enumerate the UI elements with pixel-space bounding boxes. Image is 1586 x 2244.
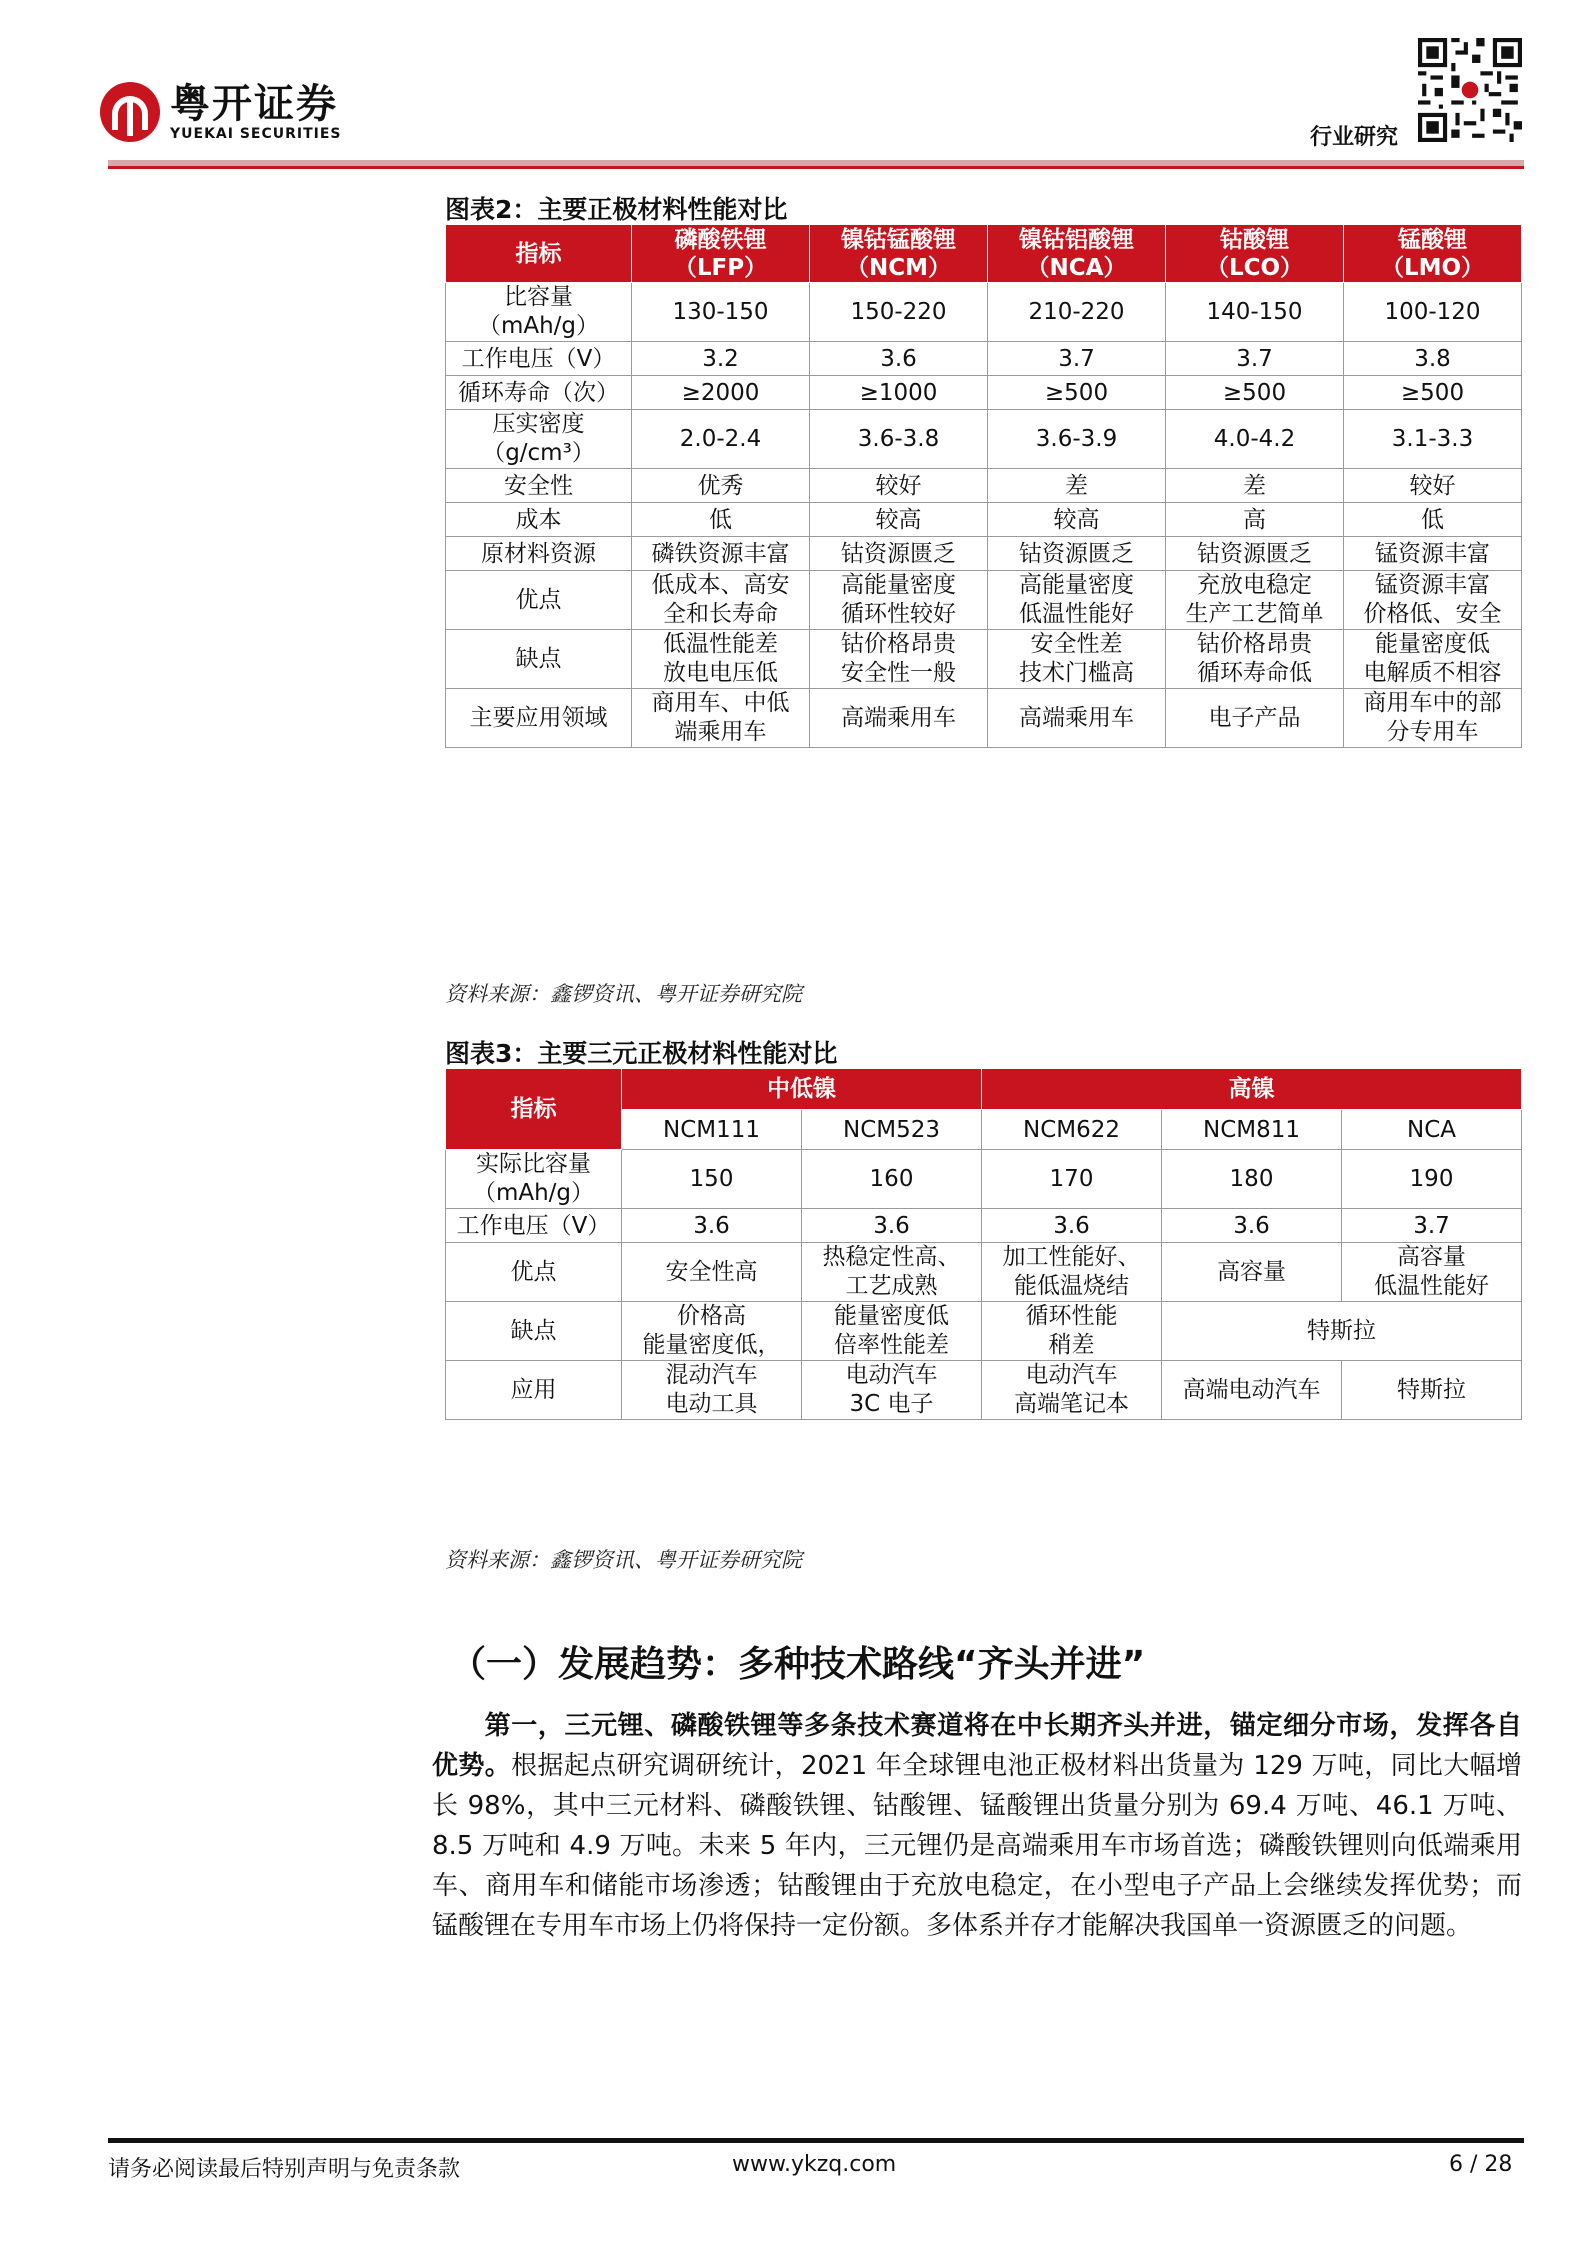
cell-line: ≥1000: [859, 379, 938, 406]
cell-line: 倍率性能差: [834, 1332, 949, 1358]
cell-line: 稍差: [1048, 1332, 1095, 1358]
cell-line: 钴资源匮乏: [1197, 540, 1312, 567]
cell-line: （mAh/g）: [472, 1180, 595, 1206]
cell-line: 主要应用领域: [469, 704, 608, 731]
table-row: [446, 283, 1522, 342]
table-cell: [632, 469, 810, 503]
cell-line: 能低温烧结: [1014, 1273, 1129, 1299]
cell-line: ≥2000: [681, 379, 760, 406]
table-cell: [988, 342, 1166, 376]
table-row: [446, 1150, 1522, 1209]
cell-line: 低温性能好: [1019, 601, 1134, 627]
table-cell: [622, 1243, 802, 1302]
cell-line: 180: [1229, 1165, 1274, 1192]
table-cell: [802, 1302, 982, 1361]
table-cell: [810, 342, 988, 376]
cell-line: 高端乘用车: [1019, 704, 1134, 731]
page-number: 6 / 28: [1449, 2152, 1513, 2177]
table-cell: [1344, 283, 1522, 342]
cell-line: 缺点: [510, 1317, 557, 1344]
cell-line: 锰酸锂: [1398, 226, 1467, 253]
cell-line: 电动汽车: [845, 1362, 938, 1388]
cell-line: 商用车、中低: [651, 690, 790, 716]
cell-line: 电动工具: [665, 1391, 758, 1417]
table-cell: [982, 1302, 1162, 1361]
cell-line: 压实密度: [492, 411, 585, 437]
table3-group-low-nickel: 中低镍: [622, 1069, 982, 1110]
cell-line: 放电电压低: [663, 660, 778, 686]
row-label: [446, 1302, 622, 1361]
table-cell: [1344, 571, 1522, 630]
table-cell: [802, 1243, 982, 1302]
cell-line: 缺点: [515, 645, 562, 672]
cell-line: 电动汽车: [1025, 1362, 1118, 1388]
cell-line: 价格高: [677, 1303, 746, 1329]
cell-line: 190: [1409, 1165, 1454, 1192]
logo-mark-icon: [100, 82, 160, 142]
body-paragraph: [432, 1706, 1522, 1946]
cell-line: （mAh/g）: [477, 313, 600, 339]
cathode-material-comparison-table: [445, 224, 1522, 748]
row-label: [446, 1243, 622, 1302]
cell-line: 磷铁资源丰富: [651, 540, 790, 567]
footer-rule: [108, 2138, 1524, 2143]
cell-line: 电解质不相容: [1363, 660, 1502, 686]
cell-line: 工艺成熟: [845, 1273, 938, 1299]
cell-line: 商用车中的部: [1363, 690, 1502, 716]
table-cell: [802, 1209, 982, 1243]
table-cell: [1344, 410, 1522, 469]
company-logo: [100, 82, 342, 142]
cell-line: 技术门槛高: [1019, 660, 1134, 686]
cell-line: 钴酸锂: [1220, 226, 1289, 253]
cell-line: （NCM）: [845, 254, 952, 281]
cell-line: 价格低、安全: [1363, 601, 1502, 627]
table-cell: [988, 410, 1166, 469]
table-cell: [1166, 503, 1344, 537]
table-row: [446, 1302, 1522, 1361]
table-cell: [810, 630, 988, 689]
row-label: [446, 376, 632, 410]
table-cell: [1162, 1209, 1342, 1243]
cell-line: 3.8: [1414, 345, 1451, 372]
table-cell: [810, 503, 988, 537]
paragraph-text: 根据起点研究调研统计，2021 年全球锂电池正极材料出货量为 129 万吨，同比大幅增长 98%，其中三元材料、磷酸铁锂、钴酸锂、锰酸锂出货量分别为 69.4 万吨、46.1 万吨、8.5 万吨和 4.9 万吨。未来 5 年内，三元锂仍是高端乘用车市场首选；磷酸铁锂则向低端乘用车、商用车和储能市场渗透；钴酸锂由于充放电稳定，在小型电子产品上会继续发挥优势；而锰酸锂在专用车市场上仍将保持一定份额。多体系并存才能解决我国单一资源匮乏的问题。: [432, 1751, 1522, 1941]
table-cell: [622, 1361, 802, 1420]
section-heading: （一）发展趋势：多种技术路线“齐头并进”: [450, 1644, 1146, 1685]
table-cell: [988, 469, 1166, 503]
row-label: [446, 342, 632, 376]
model-header: NCM111: [622, 1110, 802, 1150]
row-label: [446, 1150, 622, 1209]
table-cell: [1166, 630, 1344, 689]
cell-line: 循环寿命（次）: [458, 379, 619, 406]
cell-line: 低成本、高安: [651, 572, 790, 598]
cell-line: 钴价格昂贵: [841, 631, 956, 657]
cell-line: 钴资源匮乏: [841, 540, 956, 567]
table-row: [446, 503, 1522, 537]
cell-line: 分专用车: [1386, 719, 1479, 745]
row-label: [446, 503, 632, 537]
ternary-material-comparison-table: [445, 1068, 1522, 1420]
table-cell: [988, 283, 1166, 342]
table-cell: [1166, 283, 1344, 342]
cell-line: （LCO）: [1205, 254, 1304, 281]
table-cell: [988, 503, 1166, 537]
cell-line: 全和长寿命: [663, 601, 778, 627]
table-cell: [1162, 1302, 1522, 1361]
table-row: [446, 469, 1522, 503]
cell-line: 高: [1243, 506, 1266, 533]
table-cell: [632, 537, 810, 571]
table-cell: [1166, 689, 1344, 748]
cell-line: 循环性能: [1025, 1303, 1118, 1329]
table-cell: [982, 1209, 1162, 1243]
cell-line: 3.6: [880, 345, 917, 372]
table-cell: [1166, 469, 1344, 503]
cell-line: 3.2: [702, 345, 739, 372]
table3-title: 图表3：主要三元正极材料性能对比: [445, 1039, 838, 1068]
table2-column-header: [988, 225, 1166, 283]
cell-line: 钴价格昂贵: [1197, 631, 1312, 657]
table2-column-header: [810, 225, 988, 283]
cell-line: 优点: [510, 1258, 557, 1285]
cell-line: 安全性高: [665, 1258, 758, 1285]
table-cell: [1162, 1361, 1342, 1420]
row-label: [446, 410, 632, 469]
table-cell: [1342, 1209, 1522, 1243]
cell-line: 热稳定性高、: [822, 1244, 961, 1270]
cell-line: 优点: [515, 586, 562, 613]
cell-line: 电子产品: [1208, 704, 1301, 731]
table-cell: [810, 689, 988, 748]
table-cell: [982, 1150, 1162, 1209]
table-row: [446, 410, 1522, 469]
row-label: [446, 689, 632, 748]
table-cell: [1344, 537, 1522, 571]
cell-line: ≥500: [1044, 379, 1109, 406]
cell-line: 差: [1065, 472, 1088, 499]
cell-line: 4.0-4.2: [1213, 425, 1296, 452]
cell-line: 160: [869, 1165, 914, 1192]
cell-line: 循环性较好: [841, 601, 956, 627]
table-cell: [632, 503, 810, 537]
cell-line: 生产工艺简单: [1185, 601, 1324, 627]
cell-line: 较好: [1409, 472, 1456, 499]
cell-line: 低: [709, 506, 732, 533]
header-rule-accent: [108, 166, 1524, 169]
cell-line: 高能量密度: [841, 572, 956, 598]
table-cell: [988, 571, 1166, 630]
cell-line: 高端乘用车: [841, 704, 956, 731]
cell-line: 3.7: [1236, 345, 1273, 372]
cell-line: 原材料资源: [481, 540, 596, 567]
cell-line: 混动汽车: [665, 1362, 758, 1388]
cell-line: 充放电稳定: [1197, 572, 1312, 598]
website-link[interactable]: www.ykzq.com: [732, 2152, 897, 2177]
table-cell: [802, 1150, 982, 1209]
cell-line: （LFP）: [673, 254, 768, 281]
cell-line: 工作电压（V）: [456, 1212, 611, 1239]
table2-column-header: [446, 225, 632, 283]
cell-line: 安全性差: [1030, 631, 1123, 657]
section-label: 行业研究: [1310, 125, 1399, 150]
cell-line: 高端笔记本: [1014, 1391, 1129, 1417]
cell-line: 能量密度低: [834, 1303, 949, 1329]
table-cell: [1166, 410, 1344, 469]
cell-line: 端乘用车: [674, 719, 767, 745]
table3-source: 资料来源：鑫锣资讯、粤开证券研究院: [445, 1548, 802, 1572]
table-cell: [632, 376, 810, 410]
cell-line: 加工性能好、: [1002, 1244, 1141, 1270]
cell-line: 镍钴铝酸锂: [1019, 226, 1134, 253]
cell-line: 钴资源匮乏: [1019, 540, 1134, 567]
cell-line: 3.7: [1413, 1212, 1450, 1239]
table-cell: [1342, 1361, 1522, 1420]
cell-line: 磷酸铁锂: [674, 226, 767, 253]
cell-line: 镍钴锰酸锂: [841, 226, 956, 253]
cell-line: 130-150: [672, 298, 769, 325]
table-cell: [632, 630, 810, 689]
row-label: [446, 1209, 622, 1243]
table-cell: [632, 283, 810, 342]
cell-line: 3.6-3.9: [1035, 425, 1118, 452]
table-cell: [1162, 1243, 1342, 1302]
table2-column-header: [1344, 225, 1522, 283]
table-cell: [1166, 571, 1344, 630]
cell-line: 较高: [875, 506, 922, 533]
table-cell: [810, 571, 988, 630]
table-cell: [1166, 376, 1344, 410]
logo-name-en: YUEKAI SECURITIES: [170, 126, 342, 142]
table-cell: [1344, 630, 1522, 689]
cell-line: 较好: [875, 472, 922, 499]
table2-column-header: [632, 225, 810, 283]
cell-line: 优秀: [697, 472, 744, 499]
table-cell: [810, 469, 988, 503]
table-cell: [982, 1361, 1162, 1420]
cell-line: 140-150: [1206, 298, 1303, 325]
cell-line: （LMO）: [1380, 254, 1485, 281]
logo-name-cn: 粤开证券: [170, 81, 338, 127]
table-row: [446, 537, 1522, 571]
cell-line: 较高: [1053, 506, 1100, 533]
model-header: NCM523: [802, 1110, 982, 1150]
table-cell: [1344, 689, 1522, 748]
cell-line: 高容量: [1217, 1258, 1286, 1285]
cell-line: 3.6-3.8: [857, 425, 940, 452]
cell-line: 低温性能好: [1374, 1273, 1489, 1299]
table-cell: [632, 689, 810, 748]
cell-line: 150: [689, 1165, 734, 1192]
table-cell: [982, 1243, 1162, 1302]
table-row: [446, 1361, 1522, 1420]
cell-line: 工作电压（V）: [461, 345, 616, 372]
table-row: [446, 630, 1522, 689]
table2-title: 图表2：主要正极材料性能对比: [445, 195, 788, 224]
cell-line: 能量密度低: [1375, 631, 1490, 657]
row-label: [446, 1361, 622, 1420]
cell-line: 实际比容量: [476, 1151, 591, 1177]
row-label: [446, 469, 632, 503]
cell-line: 100-120: [1384, 298, 1481, 325]
cell-line: 3.7: [1058, 345, 1095, 372]
table-cell: [988, 689, 1166, 748]
table-row: [446, 376, 1522, 410]
table-cell: [810, 283, 988, 342]
cell-line: 比容量: [504, 284, 573, 310]
cell-line: 锰资源丰富: [1375, 540, 1490, 567]
table-cell: [1342, 1150, 1522, 1209]
table-row: [446, 571, 1522, 630]
table-cell: [1344, 342, 1522, 376]
cell-line: 差: [1243, 472, 1266, 499]
table-row: [446, 689, 1522, 748]
table-cell: [988, 376, 1166, 410]
cell-line: 循环寿命低: [1197, 660, 1312, 686]
cell-line: 特斯拉: [1307, 1317, 1376, 1344]
cell-line: 3.1-3.3: [1391, 425, 1474, 452]
table-cell: [988, 537, 1166, 571]
table-row: [446, 1243, 1522, 1302]
table-cell: [622, 1150, 802, 1209]
model-header: NCM811: [1162, 1110, 1342, 1150]
cell-line: 3.6: [1053, 1212, 1090, 1239]
cell-line: 高端电动汽车: [1182, 1376, 1321, 1403]
cell-line: 高能量密度: [1019, 572, 1134, 598]
cell-line: （g/cm³）: [482, 440, 595, 466]
cell-line: 指标: [515, 240, 562, 267]
table-row: [446, 1209, 1522, 1243]
cell-line: 低温性能差: [663, 631, 778, 657]
cell-line: 低: [1421, 506, 1444, 533]
table-cell: [1344, 503, 1522, 537]
row-label: [446, 537, 632, 571]
table-cell: [1342, 1243, 1522, 1302]
cell-line: ≥500: [1222, 379, 1287, 406]
table-cell: [632, 410, 810, 469]
table3-header-label: 指标: [446, 1069, 622, 1150]
table-cell: [988, 630, 1166, 689]
cell-line: 3.6: [1233, 1212, 1270, 1239]
table-cell: [1344, 469, 1522, 503]
cell-line: 成本: [515, 506, 562, 533]
table-cell: [1162, 1150, 1342, 1209]
cell-line: 2.0-2.4: [679, 425, 762, 452]
table-cell: [1166, 342, 1344, 376]
model-header: NCM622: [982, 1110, 1162, 1150]
paragraph-lead: 第一，三元锂、磷酸铁锂等多条技术赛道将在中长期齐头并进，锚定细分市场，发挥各自优势。: [432, 1711, 1522, 1781]
cell-line: 150-220: [850, 298, 947, 325]
table2-column-header: [1166, 225, 1344, 283]
table-cell: [810, 537, 988, 571]
page-header: [0, 0, 1586, 175]
cell-line: 特斯拉: [1397, 1376, 1466, 1403]
table-cell: [1344, 376, 1522, 410]
table-cell: [810, 376, 988, 410]
cell-line: ≥500: [1400, 379, 1465, 406]
table3-group-high-nickel: 高镍: [982, 1069, 1522, 1110]
table-cell: [622, 1209, 802, 1243]
cell-line: 3C 电子: [849, 1391, 934, 1417]
cell-line: 210-220: [1028, 298, 1125, 325]
cell-line: 应用: [510, 1376, 557, 1403]
row-label: [446, 571, 632, 630]
table-cell: [622, 1302, 802, 1361]
table-row: [446, 342, 1522, 376]
table2-source: 资料来源：鑫锣资讯、粤开证券研究院: [445, 982, 802, 1006]
model-header: NCA: [1342, 1110, 1522, 1150]
cell-line: 高容量: [1397, 1244, 1466, 1270]
cell-line: 安全性一般: [841, 660, 956, 686]
table-cell: [632, 571, 810, 630]
table-cell: [810, 410, 988, 469]
cell-line: （NCA）: [1026, 254, 1127, 281]
table-cell: [1166, 537, 1344, 571]
table-cell: [802, 1361, 982, 1420]
cell-line: 3.6: [873, 1212, 910, 1239]
row-label: [446, 630, 632, 689]
qr-code-icon: [1418, 38, 1522, 142]
cell-line: 能量密度低，: [642, 1332, 781, 1358]
cell-line: 安全性: [504, 472, 573, 499]
disclaimer-note: 请务必阅读最后特别声明与免责条款: [108, 2157, 461, 2182]
row-label: [446, 283, 632, 342]
cell-line: 锰资源丰富: [1375, 572, 1490, 598]
cell-line: 170: [1049, 1165, 1094, 1192]
table-cell: [632, 342, 810, 376]
cell-line: 3.6: [693, 1212, 730, 1239]
